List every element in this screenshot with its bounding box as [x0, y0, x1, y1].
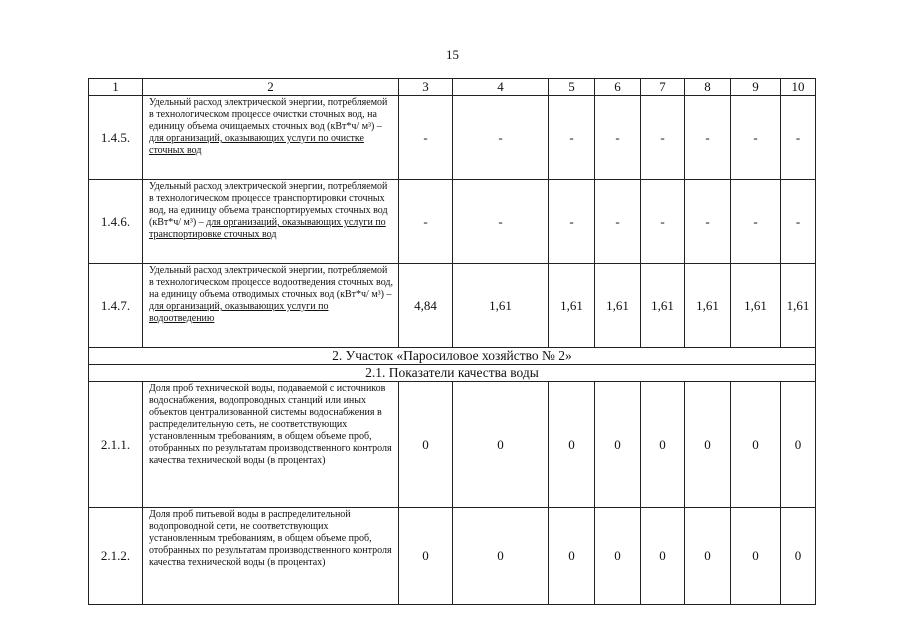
- table-row: [89, 180, 816, 264]
- value-cell: -: [641, 96, 685, 180]
- value-cell: 0: [399, 508, 453, 605]
- header-row: [89, 79, 816, 96]
- row-description: [143, 180, 399, 264]
- section-row: [89, 348, 816, 365]
- description-text: Удельный расход электрической энергии, потребляемой в технологическом процессе очистки сточных вод, на единицу объема очищаемых сточных вод (кВт*ч/ м³) –: [149, 97, 388, 132]
- description-underlined: для организаций, оказывающих услуги по транспортировке сточных вод: [149, 217, 386, 240]
- value-cell: 4,84: [399, 264, 453, 348]
- value-cell: 0: [399, 382, 453, 508]
- value-cell: 0: [781, 508, 816, 605]
- value-cell: 0: [595, 508, 641, 605]
- table-row: [89, 264, 816, 348]
- header-cell: 9: [731, 79, 781, 96]
- value-cell: 1,61: [685, 264, 731, 348]
- table-row: [89, 508, 816, 605]
- header-cell: 10: [781, 79, 816, 96]
- value-cell: 1,61: [731, 264, 781, 348]
- value-cell: -: [595, 96, 641, 180]
- row-number: 1.4.6.: [89, 180, 143, 264]
- value-cell: 0: [641, 508, 685, 605]
- value-cell: 1,61: [549, 264, 595, 348]
- value-cell: 0: [641, 382, 685, 508]
- header-cell: 7: [641, 79, 685, 96]
- value-cell: 0: [685, 508, 731, 605]
- value-cell: -: [685, 180, 731, 264]
- header-cell: 6: [595, 79, 641, 96]
- header-cell: 2: [143, 79, 399, 96]
- row-number: 2.1.2.: [89, 508, 143, 605]
- description-text: Удельный расход электрической энергии, потребляемой в технологическом процессе транспортировки сточных вод, на единицу объема транспортируемых сточных вод (кВт*ч/ м³) –: [149, 181, 388, 228]
- table-row: [89, 96, 816, 180]
- value-cell: -: [731, 96, 781, 180]
- row-number: 1.4.7.: [89, 264, 143, 348]
- subsection-title: 2.1. Показатели качества воды: [89, 365, 816, 382]
- value-cell: -: [399, 180, 453, 264]
- value-cell: -: [453, 96, 549, 180]
- row-description: Доля проб питьевой воды в распределительной водопроводной сети, не соответствующих установленным требованиям, в общем объеме проб, отобранных по результатам производственного контроля качества технической воды (в процентах): [143, 508, 399, 605]
- section-title: 2. Участок «Паросиловое хозяйство № 2»: [89, 348, 816, 365]
- value-cell: -: [781, 180, 816, 264]
- value-cell: -: [685, 96, 731, 180]
- value-cell: 0: [685, 382, 731, 508]
- header-cell: 5: [549, 79, 595, 96]
- value-cell: 0: [731, 382, 781, 508]
- row-description: Доля проб технической воды, подаваемой с источников водоснабжения, водопроводных станций или иных объектов централизованной системы водоснабжения в распределительную сеть, не соответствующих установленным требованиям, в общем объеме проб, отобранных по результатам производственного контроля качества технической воды (в процентах): [143, 382, 399, 508]
- indicators-table: [88, 78, 816, 605]
- value-cell: 0: [453, 382, 549, 508]
- value-cell: 1,61: [453, 264, 549, 348]
- value-cell: -: [781, 96, 816, 180]
- header-cell: 4: [453, 79, 549, 96]
- value-cell: -: [595, 180, 641, 264]
- table-row: [89, 382, 816, 508]
- row-number: 1.4.5.: [89, 96, 143, 180]
- row-description: [143, 96, 399, 180]
- value-cell: 1,61: [595, 264, 641, 348]
- value-cell: 0: [595, 382, 641, 508]
- header-cell: 8: [685, 79, 731, 96]
- row-number: 2.1.1.: [89, 382, 143, 508]
- value-cell: -: [641, 180, 685, 264]
- description-underlined: для организаций, оказывающих услуги по очистке сточных вод: [149, 133, 364, 156]
- value-cell: 0: [549, 382, 595, 508]
- value-cell: -: [731, 180, 781, 264]
- value-cell: -: [549, 96, 595, 180]
- value-cell: 0: [453, 508, 549, 605]
- value-cell: -: [399, 96, 453, 180]
- header-cell: 3: [399, 79, 453, 96]
- value-cell: 0: [781, 382, 816, 508]
- description-underlined: для организаций, оказывающих услуги по водоотведению: [149, 301, 329, 324]
- value-cell: 0: [731, 508, 781, 605]
- value-cell: -: [549, 180, 595, 264]
- value-cell: -: [453, 180, 549, 264]
- page-number: 15: [446, 47, 459, 62]
- header-cell: 1: [89, 79, 143, 96]
- row-description: [143, 264, 399, 348]
- subsection-row: [89, 365, 816, 382]
- description-text: Удельный расход электрической энергии, потребляемой в технологическом процессе водоотведения сточных вод, на единицу объема отводимых сточных вод (кВт*ч/ м³) –: [149, 265, 393, 300]
- value-cell: 1,61: [781, 264, 816, 348]
- value-cell: 0: [549, 508, 595, 605]
- value-cell: 1,61: [641, 264, 685, 348]
